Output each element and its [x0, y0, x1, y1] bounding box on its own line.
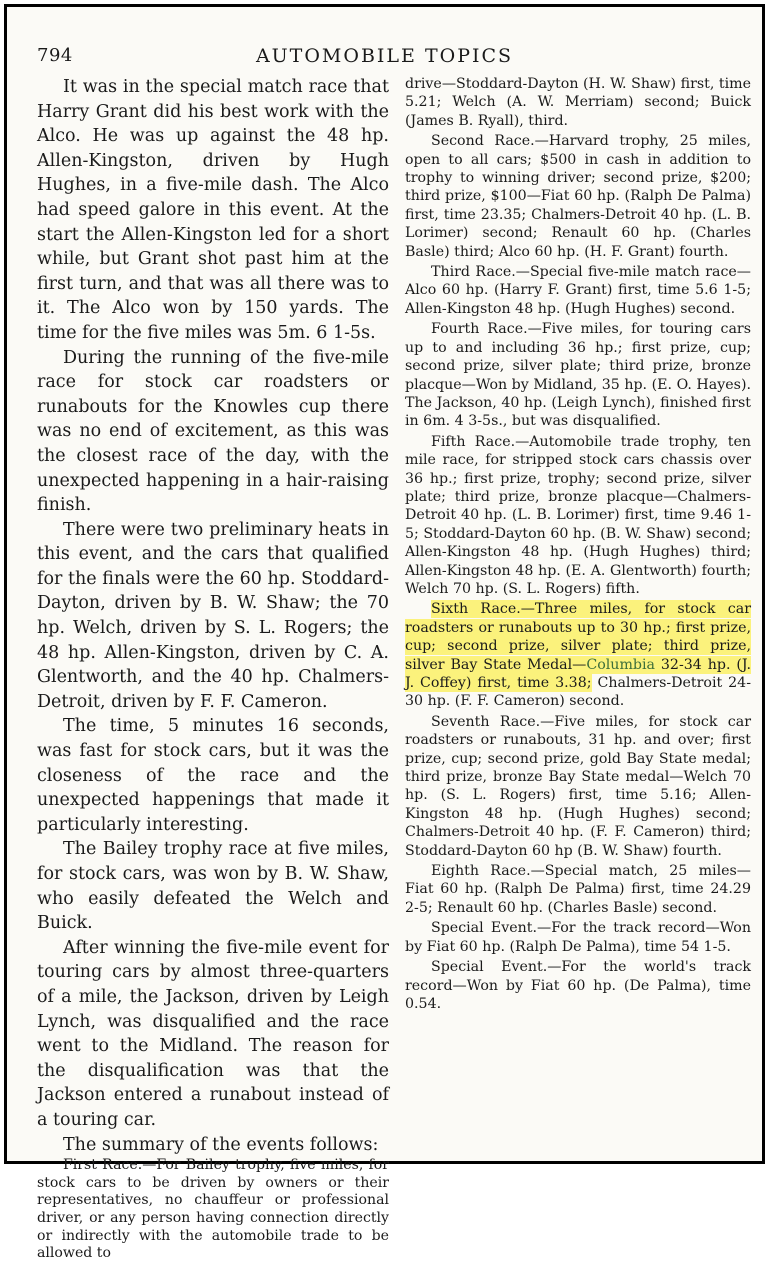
paragraph: During the running of the five-mile race for stock car roadsters or runabouts for the Knowles cup there was no end of excitement, as this was the closest race of the day, with the unexpected happening in a hair-raising finish.: [37, 347, 389, 516]
left-column: [37, 75, 389, 1263]
paragraph: It was in the special match race that Harry Grant did his best work with the Alco. He was up against the 48 hp. Allen-Kingston, driven by Hugh Hughes, in a five-mile dash. The Alco had speed galore in this event. At the start the Allen-Kingston led for a short while, but Grant shot past him at the first turn, and that was all there was to it. The Alco won by 150 yards. The time for the five miles was 5m. 6 1-5s.: [37, 77, 389, 343]
highlighted-text-body: Sixth Race.—Three miles, for stock car roadsters or runabouts up to 30 hp.; first prize, cup; second prize, silver plate; third prize, silver Bay State Medal—: [405, 601, 751, 673]
running-title: AUTOMOBILE TOPICS: [255, 45, 514, 67]
document-page: [4, 4, 765, 1262]
right-column: [405, 75, 751, 1013]
paragraph: The Bailey trophy race at five miles, for stock cars, was won by B. W. Shaw, who easily defeated the Welch and Buick.: [37, 839, 389, 934]
left-column-summary: [37, 1157, 389, 1263]
page-number: 794: [37, 45, 73, 66]
eighth-race-paragraph: Eighth Race.—Special match, 25 miles—Fiat 60 hp. (Ralph De Palma) first, time 24.29 2-5; Renault 60 hp. (Charles Basle) second.: [405, 863, 751, 916]
paragraph: After winning the five-mile event for touring cars by almost three-quarters of a mile, the Jackson, driven by Leigh Lynch, was disqualified and the race went to the Midland. The reason for the disqualification was that the Jackson entered a runabout instead of a touring car.: [37, 937, 389, 1130]
paragraph: The summary of the events follows:: [63, 1134, 379, 1155]
seventh-race-paragraph: Seventh Race.—Five miles, for stock car roadsters or runabouts, 31 hp. and over; first prize, cup; second prize, gold Bay State medal; third prize, bronze Bay State medal—Welch 70 hp. (S. L. Rogers) first, time 5.16; Allen-Kingston 48 hp. (Hugh Hughes) second; Chalmers-Detroit 40 hp. (F. F. Cameron) third; Stoddard-Dayton 60 hp (B. W. Shaw) fourth.: [405, 713, 751, 859]
third-race-paragraph: Third Race.—Special five-mile match race—Alco 60 hp. (Harry F. Grant) first, time 5.6 1-5; Allen-Kingston 48 hp. (Hugh Hughes) second.: [405, 264, 751, 317]
fifth-race-paragraph: Fifth Race.—Automobile trade trophy, ten mile race, for stripped stock cars chassis over 36 hp.; first prize, trophy; second prize, silver plate; third prize, bronze placque—Chalmers-Detroit 40 hp. (L. B. Lorimer) first, time 9.46 1-5; Stoddard-Dayton 60 hp. (B. W. Shaw) second; Allen-Kingston 48 hp. (Hugh Hughes) third; Allen-Kingston 48 hp. (E. A. Glentworth) fourth; Welch 70 hp. (S. L. Rogers) fifth.: [405, 433, 751, 597]
left-column-body: [37, 75, 389, 1157]
second-race-paragraph: Second Race.—Harvard trophy, 25 miles, open to all cars; $500 in cash in addition to trophy to winning driver; second prize, $200; third prize, $100—Fiat 60 hp. (Ralph De Palma) first, time 23.35; Chalmers-Detroit 40 hp. (L. B. Lorimer) second; Renault 60 hp. (Charles Basle) third; Alco 60 hp. (H. F. Grant) fourth.: [405, 133, 751, 260]
sixth-race-paragraph: [405, 600, 751, 710]
first-race-paragraph: First Race.—For Bailey trophy, five miles, for stock cars to be driven by owners or their representatives, no chauffeur or professional driver, or any person having connection directly or indirectly with the automobile trade to be allowed to: [37, 1157, 389, 1262]
special-event-paragraph: Special Event.—For the track record—Won by Fiat 60 hp. (Ralph De Palma), time 54 1-5.: [405, 920, 751, 955]
paragraph: There were two preliminary heats in this event, and the cars that qualified for the finals were the 60 hp. Stoddard-Dayton, driven by B. W. Shaw; the 70 hp. Welch, driven by S. L. Rogers; the 48 hp. Allen-Kingston, driven by C. A. Glentworth, and the 40 hp. Chalmers-Detroit, driven by F. F. Cameron.: [37, 519, 389, 712]
sixth-race-rest: Chalmers-Detroit 24-30 hp. (F. F. Cameron) second.: [405, 675, 751, 710]
first-race-continuation: drive—Stoddard-Dayton (H. W. Shaw) first, time 5.21; Welch (A. W. Merriam) second; Buick (James B. Ryall), third.: [405, 76, 751, 129]
highlighted-link-text[interactable]: Columbia: [586, 656, 655, 673]
paragraph: The time, 5 minutes 16 seconds, was fast for stock cars, but it was the closeness of the race and the unexpected happenings that made it particularly interesting.: [37, 716, 389, 835]
page-header: [37, 45, 732, 75]
special-event-paragraph: Special Event.—For the world's track record—Won by Fiat 60 hp. (De Palma), time 0.54.: [405, 959, 751, 1012]
fourth-race-paragraph: Fourth Race.—Five miles, for touring cars up to and including 36 hp.; first prize, cup; second prize, silver plate; third prize, bronze placque—Won by Midland, 35 hp. (E. O. Hayes). The Jackson, 40 hp. (Leigh Lynch), finished first in 6m. 4 3-5s., but was disqualified.: [405, 321, 751, 430]
highlighted-text-tail: 32-34 hp. (J. J. Coffey) first, time 3.38;: [405, 656, 751, 691]
